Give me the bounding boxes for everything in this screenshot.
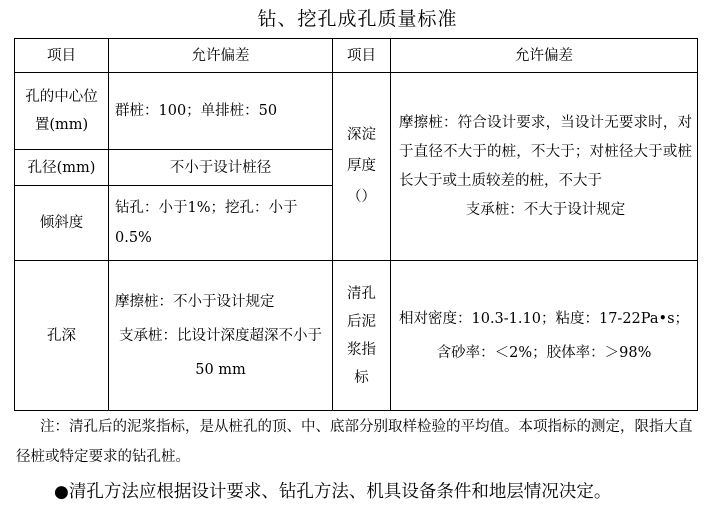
- quality-standard-table: [14, 38, 698, 411]
- table-row: [15, 261, 698, 411]
- hole-depth-value: [109, 261, 333, 411]
- friction-pile-depth: 摩擦桩：不小于设计规定: [115, 293, 275, 310]
- cleaning-method-text: [54, 478, 714, 506]
- mud-index-value: 相对密度：10.3-1.10；粘度：17-22Pa•s；含砂率：＜2%；胶体率：＞98%: [391, 261, 698, 411]
- sediment-thickness-item: 深淀厚度（）: [333, 73, 391, 261]
- header-tolerance-2: 允许偏差: [391, 39, 698, 73]
- mud-index-item: 清孔后泥浆指标: [333, 261, 391, 411]
- hole-diameter-value: 不小于设计桩径: [109, 150, 333, 186]
- inclination-value: 钻孔：小于1%；挖孔：小于0.5%: [109, 186, 333, 261]
- header-tolerance-1: 允许偏差: [109, 39, 333, 73]
- friction-pile-sediment: 摩擦桩：符合设计要求，当设计无要求时，对于直径不大于的桩，不大于；对桩径大于或桩长大于或土质较差的桩，不大于: [399, 114, 692, 189]
- hole-center-item: 孔的中心位置(mm): [15, 73, 109, 150]
- cleaning-method-sentence: 清孔方法应根据设计要求、钻孔方法、机具设备条件和地层情况决定。: [68, 482, 612, 502]
- bearing-pile-sediment: 支承桩：不大于设计规定: [465, 201, 626, 218]
- bullet-icon: ●: [54, 482, 69, 502]
- header-item-1: 项目: [15, 39, 109, 73]
- hole-center-value: 群桩：100；单排桩：50: [109, 73, 333, 150]
- header-item-2: 项目: [333, 39, 391, 73]
- sediment-thickness-value: [391, 73, 698, 261]
- inclination-item: 倾斜度: [15, 186, 109, 261]
- table-row: [15, 73, 698, 150]
- table-note: 注：清孔后的泥浆指标，是从桩孔的顶、中、底部分别取样检验的平均值。本项指标的测定，限指大直径桩或特定要求的钻孔桩。: [16, 419, 693, 465]
- hole-depth-item: 孔深: [15, 261, 109, 411]
- hole-diameter-item: 孔径(mm): [15, 150, 109, 186]
- bearing-pile-depth: 支承桩：比设计深度超深不小于50 mm: [119, 327, 322, 378]
- page-title: 钻、挖孔成孔质量标准: [257, 8, 458, 30]
- table-header-row: [15, 39, 698, 73]
